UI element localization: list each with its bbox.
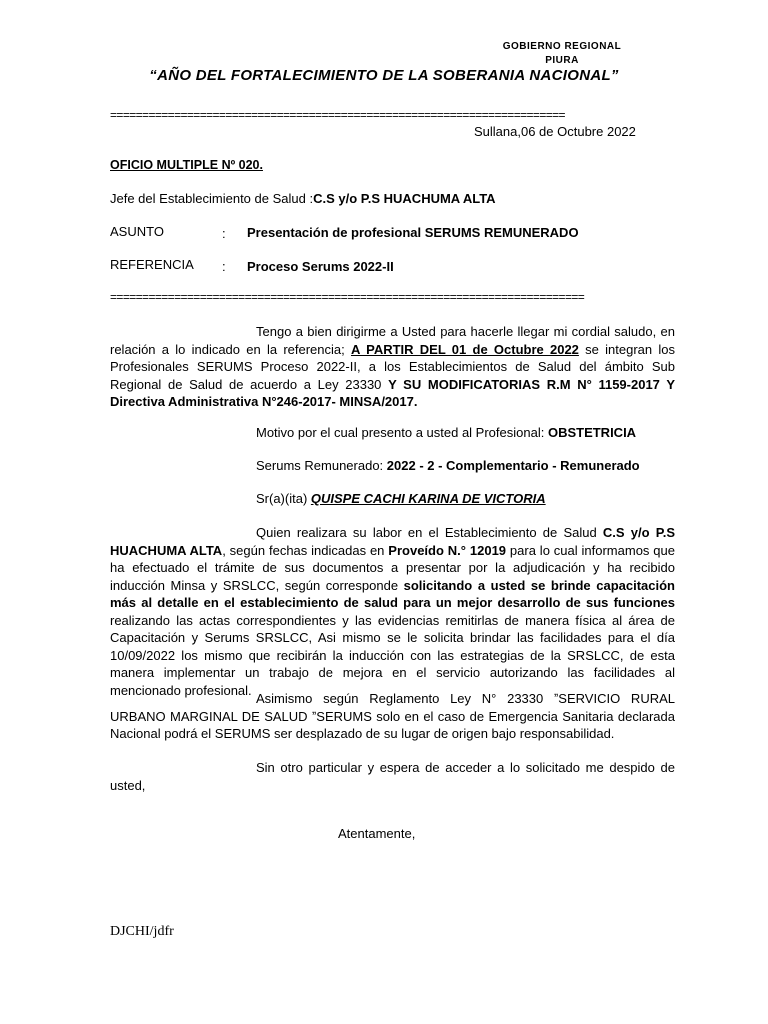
body-paragraph-3: Asimismo según Reglamento Ley N° 23330 ˮSERVICIO RURAL URBANO MARGINAL DE SALUD ˮSERUMS solo en el caso de Emergencia Sanitaria declarada Nacional podrá el SERUMS ser desplazado de su lugar de origen bajo responsabilidad. [110, 691, 675, 741]
referencia-label: REFERENCIA [110, 257, 194, 272]
referencia-colon: : [222, 259, 226, 274]
document-date: Sullana,06 de Octubre 2022 [474, 124, 636, 139]
p2-text-a: Quien realizara su labor en el Establecimiento de Salud [256, 525, 603, 540]
separator-rule-2: ========================================================================== [110, 290, 585, 304]
recipient-label: Jefe del Establecimiento de Salud : [110, 191, 314, 206]
serums-line [256, 458, 640, 473]
p1-text-c: se integran los Profesionales SERUMS Proceso 2022-II, a los Establecimientos de Salud del ámbito Sub Regional de Salud de acuerdo a Ley 23330 [110, 341, 675, 392]
profession-value: OBSTETRICIA [547, 425, 637, 440]
org-header [492, 40, 632, 68]
org-line-1: GOBIERNO REGIONAL [502, 41, 622, 52]
motivo-line [256, 425, 636, 440]
reference-initials: DJCHI/jdfr [110, 924, 174, 939]
p1-modificatorias: Y SU MODIFICATORIAS R.M N° 1159-2017 Y Directiva Administrativa N°246-2017- MINSA/2017. [110, 376, 676, 409]
p2-text-g: realizando las actas correspondientes y las evidencias remitirlas de manera física al área de Capacitación y Serums SRSLCC, Asi mismo se le solicita brindar las facilidades para el día 10/09/2022 los mismo que recibirán la inducción con las estrategias de la SRSLCC, de esta manera implementar un trabajo de mejora en el servicio autorizando las facilidades al mencionado profesional. [110, 612, 675, 698]
body-paragraph-4: Sin otro particular y espera de acceder a lo solicitado me despido de usted, [110, 760, 675, 793]
org-line-2: PIURA [545, 55, 579, 66]
motivo-label: Motivo por el cual presento a usted al Profesional: [256, 425, 548, 440]
p2-proveido: Proveído N.° 12019 [388, 542, 507, 558]
recipient-value: C.S y/o P.S HUACHUMA ALTA [313, 191, 496, 206]
oficio-number: OFICIO MULTIPLE Nº 020. [110, 158, 263, 172]
asunto-value: Presentación de profesional SERUMS REMUNERADO [247, 225, 579, 240]
recipient-line [110, 191, 496, 206]
asunto-label: ASUNTO [110, 224, 164, 239]
p2-establishment: C.S y/o P.S HUACHUMA ALTA [110, 525, 675, 558]
serums-value: 2022 - 2 - Complementario - Remunerado [386, 458, 640, 473]
p2-training-request: solicitando a usted se brinde capacitación más al detalle en el establecimiento de salud para un mejor desarrollo de sus funciones [110, 577, 675, 610]
p2-text-c: , según fechas indicadas en [222, 542, 389, 558]
body-paragraph-1 [110, 323, 675, 411]
closing-salutation: Atentamente, [338, 826, 416, 841]
p1-text-a: Tengo a bien dirigirme a Usted para hacerle llegar mi cordial saludo, en relación a lo indicado en la referencia; [110, 324, 675, 357]
professional-name: QUISPE CACHI KARINA DE VICTORIA [310, 491, 546, 506]
professional-name-line [256, 491, 546, 506]
separator-rule-1: ======================================================================= [110, 108, 565, 122]
p2-text-e: para lo cual informamos que ha efectuado el trámite de sus documentos a presentar por la adjudicación y ha recibido inducción Minsa y SRSLCC, según corresponde [110, 542, 675, 593]
body-paragraph-2 [110, 524, 675, 699]
referencia-value: Proceso Serums 2022-II [247, 259, 394, 274]
serums-label: Serums Remunerado: [256, 458, 387, 473]
p1-start-date: A PARTIR DEL 01 de Octubre 2022 [350, 341, 579, 357]
year-motto: “AÑO DEL FORTALECIMIENTO DE LA SOBERANIA NACIONAL” [149, 67, 619, 84]
asunto-colon: : [222, 226, 226, 241]
sra-label: Sr(a)(ita) [256, 491, 311, 506]
